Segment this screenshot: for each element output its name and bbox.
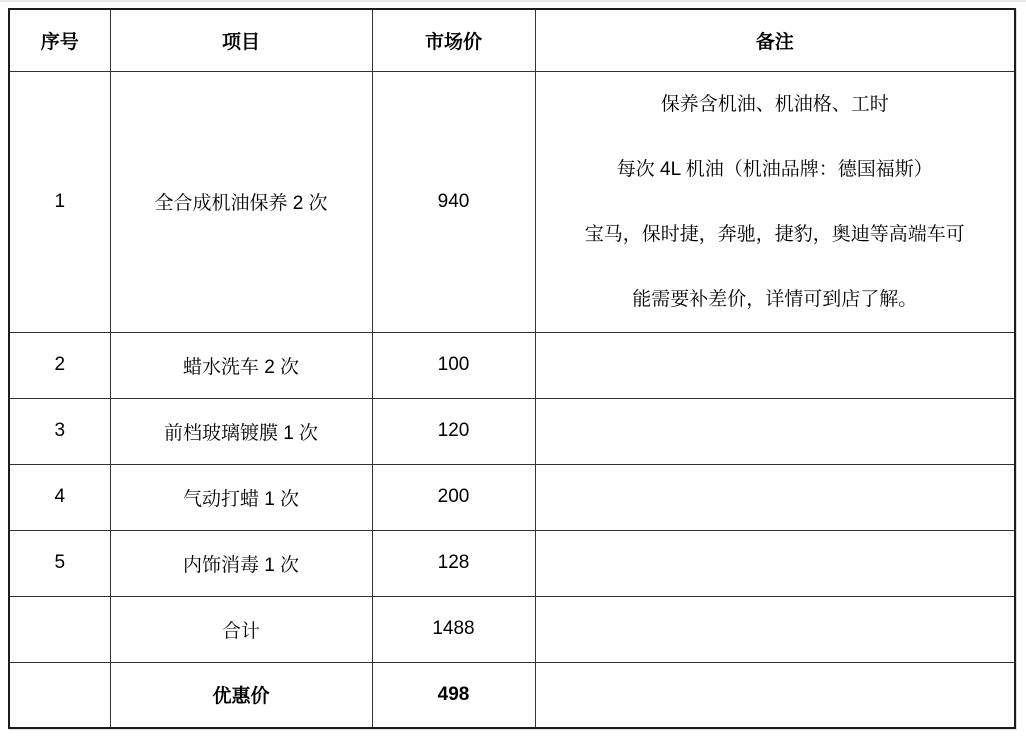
serial-number-cell: 1 [9,71,110,332]
remark-line: 能需要补差价，详情可到店了解。 [632,288,918,310]
price-cell: 128 [372,530,535,596]
item-name-cell: 内饰消毒 1 次 [110,530,372,596]
page-top-edge [0,0,1026,2]
header-row [9,9,1015,71]
serial-number-cell: 3 [9,398,110,464]
price-cell: 200 [372,464,535,530]
remark-line: 宝马，保时捷，奔驰，捷豹，奥迪等高端车可 [584,223,965,245]
table-row [9,71,1015,332]
item-name-cell: 蜡水洗车 2 次 [110,332,372,398]
item-name-cell: 优惠价 [110,662,372,728]
table-row [9,398,1015,464]
header-item: 项目 [110,9,372,71]
service-price-table [8,8,1016,729]
remark-cell [535,596,1015,662]
table-row [9,464,1015,530]
table-row [9,332,1015,398]
item-name-cell: 气动打蜡 1 次 [110,464,372,530]
serial-number-cell: 5 [9,530,110,596]
price-cell: 498 [372,662,535,728]
table-row [9,662,1015,728]
serial-number-cell [9,596,110,662]
header-remarks: 备注 [535,9,1015,71]
serial-number-cell [9,662,110,728]
price-cell: 120 [372,398,535,464]
item-name-cell: 合计 [110,596,372,662]
price-cell: 1488 [372,596,535,662]
remark-cell [535,398,1015,464]
remark-cell [535,71,1015,332]
table-row [9,530,1015,596]
header-market-price: 市场价 [372,9,535,71]
serial-number-cell: 2 [9,332,110,398]
item-name-cell: 全合成机油保养 2 次 [110,71,372,332]
table-row [9,596,1015,662]
remark-cell [535,464,1015,530]
price-cell: 940 [372,71,535,332]
price-cell: 100 [372,332,535,398]
remark-cell [535,530,1015,596]
remark-cell [535,662,1015,728]
serial-number-cell: 4 [9,464,110,530]
remark-cell [535,332,1015,398]
remark-line: 保养含机油、机油格、工时 [660,93,889,115]
header-serial-number: 序号 [9,9,110,71]
table-body [9,71,1015,728]
remark-line: 每次 4L 机油（机油品牌：德国福斯） [616,158,933,180]
item-name-cell: 前档玻璃镀膜 1 次 [110,398,372,464]
table-header [9,9,1015,71]
